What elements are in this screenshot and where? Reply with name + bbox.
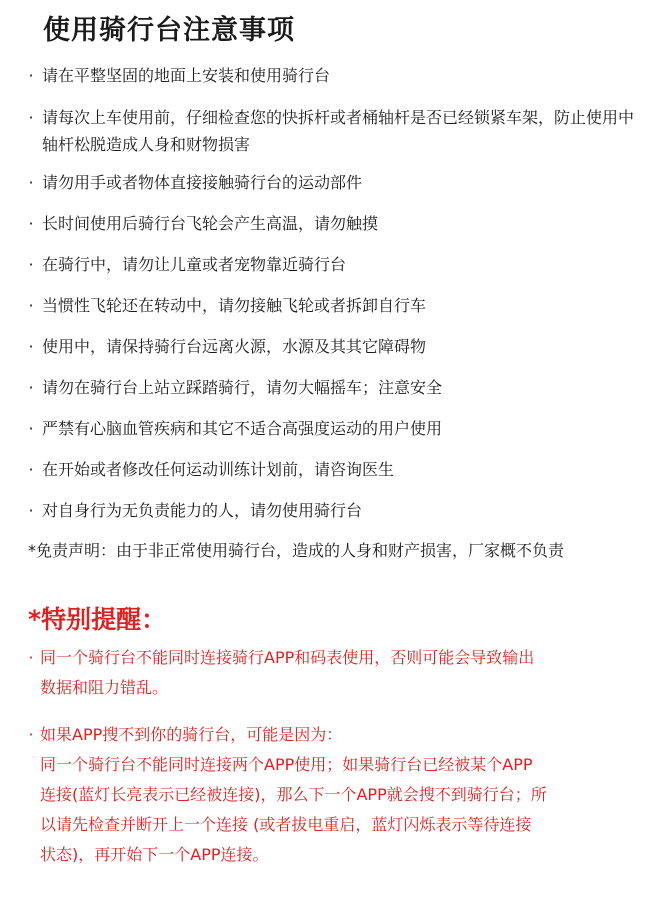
- bullet-icon: ·: [28, 296, 34, 315]
- special-reminder-item: [24, 643, 624, 703]
- bullet-icon: ·: [28, 214, 34, 233]
- special-reminder-item: [24, 720, 624, 870]
- note-item: [24, 456, 634, 483]
- bullet-icon: ·: [28, 419, 34, 438]
- disclaimer-text: *免责声明：由于非正常使用骑行台，造成的人身和财产损害，厂家概不负责: [28, 541, 565, 560]
- bullet-icon: ·: [28, 66, 34, 85]
- note-item: [24, 210, 634, 237]
- note-text: 当惯性飞轮还在转动中，请勿接触飞轮或者拆卸自行车: [42, 296, 427, 315]
- bullet-icon: ·: [28, 460, 34, 479]
- note-text: 请每次上车使用前，仔细检查您的快拆杆或者桶轴杆是否已经锁紧车架，防止使用中轴杆松脱造成人身和财物损害: [42, 108, 635, 154]
- note-text: 在开始或者修改任何运动训练计划前，请咨询医生: [42, 460, 395, 479]
- bullet-icon: ·: [28, 725, 34, 744]
- note-text: 使用中，请保持骑行台远离火源，水源及其其它障碍物: [42, 337, 427, 356]
- bullet-icon: ·: [28, 648, 34, 667]
- note-text: 长时间使用后骑行台飞轮会产生高温，请勿触摸: [42, 214, 379, 233]
- note-item: [24, 497, 634, 524]
- note-item: [24, 104, 634, 158]
- note-text: 在骑行中，请勿让儿童或者宠物靠近骑行台: [42, 255, 347, 274]
- note-item: [24, 333, 634, 360]
- note-item: [24, 169, 634, 196]
- special-reminder-text: 同一个骑行台不能同时连接骑行APP和码表使用，否则可能会导致输出 数据和阻力错乱。: [40, 648, 535, 697]
- page-title: 使用骑行台注意事项: [43, 15, 295, 46]
- special-reminder-text: 如果APP搜不到你的骑行台，可能是因为： 同一个骑行台不能同时连接两个APP使用；如果骑行台已经被某个APP 连接(蓝灯长亮表示已经被连接)，那么下一个APP就会搜不到骑行台；所 以请先检查并断开上一个连接 (或者拔电重启，蓝灯闪烁表示等待连接 状态)，再开始下一个APP连接。: [40, 725, 547, 864]
- bullet-icon: ·: [28, 173, 34, 192]
- bullet-icon: ·: [28, 255, 34, 274]
- note-item: [24, 62, 634, 89]
- bullet-icon: ·: [28, 337, 34, 356]
- note-item: [24, 415, 634, 442]
- note-item: [24, 292, 634, 319]
- note-item: [24, 251, 634, 278]
- note-text: 严禁有心脑血管疾病和其它不适合高强度运动的用户使用: [42, 419, 443, 438]
- note-text: 请在平整坚固的地面上安装和使用骑行台: [42, 66, 331, 85]
- note-item: [24, 374, 634, 401]
- note-text: 请勿用手或者物体直接接触骑行台的运动部件: [42, 173, 363, 192]
- bullet-icon: ·: [28, 501, 34, 520]
- note-text: 对自身行为无负责能力的人，请勿使用骑行台: [42, 501, 363, 520]
- bullet-icon: ·: [28, 378, 34, 397]
- special-reminder-title: *特别提醒：: [28, 605, 167, 634]
- bullet-icon: ·: [28, 108, 34, 127]
- note-text: 请勿在骑行台上站立踩踏骑行，请勿大幅摇车；注意安全: [42, 378, 443, 397]
